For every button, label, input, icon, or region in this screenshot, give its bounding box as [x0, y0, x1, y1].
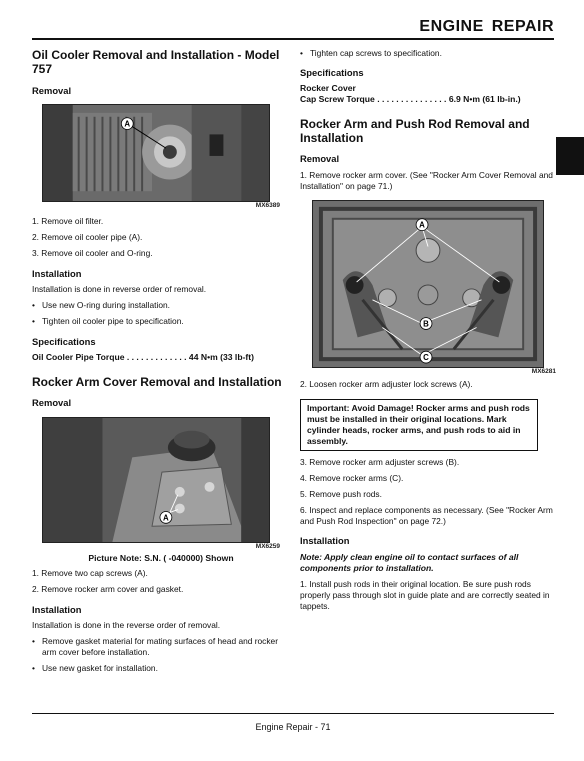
- rocker-arm-title: Rocker Arm and Push Rod Removal and Installation: [300, 117, 530, 145]
- rocker-arm-figure-id: MX6281: [531, 368, 556, 375]
- rocker-cover-spec-label: Rocker Cover: [300, 83, 356, 93]
- rocker-cover-removal-heading: Removal: [32, 397, 72, 408]
- rocker-arm-photo: [312, 200, 544, 368]
- rocker-cover-figure-id: MX6259: [255, 543, 280, 550]
- bullet-item: • Tighten oil cooler pipe to specification.: [32, 316, 290, 327]
- rocker-arm-callout-b: B: [423, 319, 429, 329]
- oil-cooler-title: Oil Cooler Removal and Installation - Model 757: [32, 48, 280, 76]
- step-item: 4. Remove rocker arms (C).: [300, 473, 404, 483]
- rocker-cover-installation-heading: Installation: [32, 604, 82, 615]
- oil-cooler-removal-heading: Removal: [32, 85, 72, 96]
- right-column: [300, 48, 558, 612]
- oil-cooler-installation-text: Installation is done in reverse order of removal.: [32, 284, 207, 294]
- section-title: [419, 18, 554, 36]
- oil-cooler-photo: [42, 104, 270, 202]
- rocker-arm-callout-c: C: [423, 353, 429, 363]
- step-item: 1. Remove rocker arm cover. (See "Rocker Arm Cover Removal and Installation" on page 71.): [300, 170, 553, 191]
- step-item: 1. Remove oil filter.: [32, 216, 104, 226]
- rocker-cover-callout-a: A: [163, 513, 169, 523]
- bullet-item: • Tighten cap screws to specification.: [300, 48, 558, 59]
- page-footer: [32, 713, 554, 732]
- picture-note: Picture Note: S.N. ( -040000) Shown: [88, 553, 234, 563]
- page-number: Engine Repair - 71: [255, 722, 331, 732]
- step-item: 2. Remove oil cooler pipe (A).: [32, 232, 143, 242]
- install-note: Note: Apply clean engine oil to contact surfaces of all components prior to installation.: [300, 552, 519, 573]
- bullet-item: • Use new gasket for installation.: [32, 663, 290, 674]
- step-item: 2. Remove rocker arm cover and gasket.: [32, 584, 184, 594]
- page-header: [32, 18, 554, 40]
- step-item: 3. Remove rocker arm adjuster screws (B).: [300, 457, 460, 467]
- section-thumb-tab: [556, 137, 584, 175]
- step-item: 1. Install push rods in their original location. Be sure push rods properly pass through slot in guide plate and are correctly seated in tappets.: [300, 579, 550, 611]
- step-item: 5. Remove push rods.: [300, 489, 382, 499]
- rocker-arm-installation-heading: Installation: [300, 535, 350, 546]
- step-item: 6. Inspect and replace components as necessary. (See "Rocker Arm and Push Rod Inspection" on page 72.): [300, 505, 553, 526]
- rocker-cover-title: Rocker Arm Cover Removal and Installation: [32, 375, 282, 389]
- step-item: 1. Remove two cap screws (A).: [32, 568, 148, 578]
- oil-cooler-specs-heading: Specifications: [32, 336, 96, 347]
- cap-screw-torque-spec: Cap Screw Torque . . . . . . . . . . . . . . . 6.9 N•m (61 lb-in.): [300, 94, 521, 104]
- bullet-item: • Remove gasket material for mating surfaces of head and rocker arm cover before installation.: [32, 636, 290, 658]
- title-word-repair: REPAIR: [491, 18, 554, 35]
- oil-cooler-callout-a: A: [124, 119, 131, 129]
- rocker-arm-callout-a: A: [419, 220, 425, 230]
- rocker-cover-specs-heading: Specifications: [300, 67, 364, 78]
- bullet-item: • Use new O-ring during installation.: [32, 300, 290, 311]
- rocker-cover-installation-text: Installation is done in the reverse order of removal.: [32, 620, 221, 630]
- oil-cooler-figure-id: MX6389: [255, 202, 280, 209]
- oil-cooler-installation-heading: Installation: [32, 268, 82, 279]
- step-item: 3. Remove oil cooler and O-ring.: [32, 248, 153, 258]
- important-warning-box: Important: Avoid Damage! Rocker arms and push rods must be installed in their original locations. Mark cylinder heads, rocker arms, and push rods to aid in assembly.: [300, 399, 538, 451]
- title-word-engine: ENGINE: [419, 18, 484, 35]
- left-column: [32, 48, 290, 674]
- oil-cooler-torque-spec: Oil Cooler Pipe Torque . . . . . . . . . . . . . 44 N•m (33 lb-ft): [32, 352, 255, 362]
- rocker-cover-photo: [42, 417, 270, 543]
- rocker-arm-removal-heading: Removal: [300, 153, 340, 164]
- step-item: 2. Loosen rocker arm adjuster lock screws (A).: [300, 379, 473, 389]
